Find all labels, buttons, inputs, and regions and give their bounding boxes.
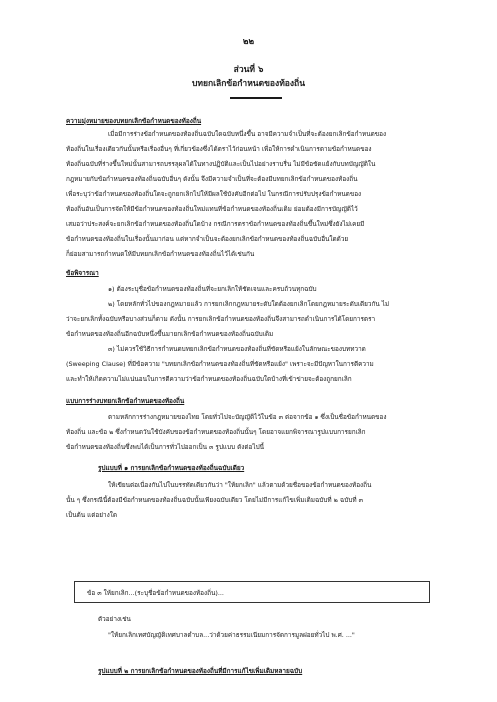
paragraph-line: ตามหลักการร่างกฎหมายของไทย โดยทั่วไปจะบัญญัติไว้ในข้อ ๓ ต่อจากข้อ ๑ ซึ่งเป็นชื่อข้อกำหนดของ [108,413,387,421]
paragraph-line: เพื่อระบุว่าข้อกำหนดของท้องถิ่นใดจะถูกยกเลิกไปให้มีผลใช้บังคับอีกต่อไป ในกรณีการปรับปรุงข้อกำหนดของ [66,190,362,198]
heading-drafting-format: แบบการร่างบทยกเลิกข้อกำหนดของท้องถิ่น [66,397,185,405]
paragraph-line: ข้อกำหนดของท้องถิ่นซึ่งพบได้เป็นการทั่วไปออกเป็น ๓ รูปแบบ ดังต่อไปนี้ [66,443,265,451]
format1-title: รูปแบบที่ ๑ การยกเลิกข้อกำหนดของท้องถิ่นฉบับเดียว [98,464,245,472]
section-subtitle: บทยกเลิกข้อกำหนดของท้องถิ่น [191,79,306,89]
paragraph-line: ก็ย่อมสามารถกำหนดให้มีบทยกเลิกข้อกำหนดของท้องถิ่นไว้ได้เช่นกัน [66,250,255,258]
heading-purpose: ความมุ่งหมายของบทยกเลิกข้อกำหนดของท้องถิ่น [66,117,202,125]
paragraph-line: ท้องถิ่น และข้อ ๒ ซึ่งกำหนดวันใช้บังคับของข้อกำหนดของท้องถิ่นนั้นๆ โดยอาจแยกพิจารณารูปแบบการยกเลิก [66,428,366,436]
consideration-line: ๓) ไม่ควรใช้วิธีการกำหนดบทยกเลิกข้อกำหนดของท้องถิ่นที่ขัดหรือแย้งในลักษณะของบททวาด [108,345,366,353]
format1-line: เป็นต้น แต่อย่างใด [66,511,117,519]
paragraph-line: เมื่อมีการร่างข้อกำหนดของท้องถิ่นฉบับใดฉบับหนึ่งขึ้น อาจมีความจำเป็นที่จะต้องยกเลิกข้อกำหนดของ [108,130,387,138]
format1-line: นั้น ๆ ซึ่งกรณีนี้ต้องมีข้อกำหนดของท้องถิ่นฉบับนั้นเพียงฉบับเดียว โดยไม่มีการแก้ไขเพิ่มเติมฉบับที่ ๒ ฉบับที่ ๓ [66,496,363,504]
paragraph-line: ท้องถิ่นในเรื่องเดียวกันนั้นหรือเรื่องอื่นๆ ที่เกี่ยวข้องซึ่งได้ตราไว้ก่อนหน้า เพื่อให้การดำเนินการตามข้อกำหนดของ [66,145,372,153]
consideration-line: ข้อกำหนดของท้องถิ่นอีกฉบับหนึ่งขึ้นมายกเลิกข้อกำหนดของท้องถิ่นฉบับเดิม [66,330,274,338]
heading-considerations: ข้อพิจารณา [66,269,99,277]
consideration-line: ว่าจะยกเลิกทั้งฉบับหรือบางส่วนก็ตาม ดังนั้น การยกเลิกข้อกำหนดของท้องถิ่นจึงสามารถดำเนินการได้โดยการตรา [66,315,376,323]
example-box: ข้อ ๓ ให้ยกเลิก...(ระบุชื่อข้อกำหนดของท้องถิ่น)... [74,581,430,603]
paragraph-line: ท้องถิ่นฉบับที่ร่างขึ้นใหม่นั้นสามารถบรรลุผลได้ในทางปฏิบัติและเป็นไปอย่างราบรื่น ไม่มีข้อขัดแย้งกับบทบัญญัติใน [66,160,376,168]
consideration-line: (Sweeping Clause) ที่มีข้อความ "บทยกเลิกข้อกำหนดของท้องถิ่นที่ขัดหรือแย้ง" เพราะจะมีปัญหาในการตีความ [66,360,374,368]
format2-title: รูปแบบที่ ๒ การยกเลิกข้อกำหนดของท้องถิ่นที่มีการแก้ไขเพิ่มเติมหลายฉบับ [98,667,303,675]
example-text: "ให้ยกเลิกเทศบัญญัติเทศบาลตำบล...ว่าด้วยค่าธรรมเนียมการจัดการมูลฝอยทั่วไป พ.ศ. ..." [108,631,355,639]
consideration-line: ๑) ต้องระบุชื่อข้อกำหนดของท้องถิ่นที่จะยกเลิกให้ชัดเจนและครบถ้วนทุกฉบับ [108,285,317,293]
paragraph-line: ข้อกำหนดของท้องถิ่นในเรื่องนั้นมาก่อน แต่หากจำเป็นจะต้องยกเลิกข้อกำหนดของท้องถิ่นฉบับอื่นใดด้วย [66,235,349,243]
paragraph-line: กฎหมายกับข้อกำหนดของท้องถิ่นฉบับอื่นๆ ดังนั้น จึงมีความจำเป็นที่จะต้องมีบทยกเลิกข้อกำหนดของท้องถิ่น [66,175,358,183]
format1-line: ให้เขียนต่อเนื่องกันไปในบรรทัดเดียวกันว่า "ให้ยกเลิก" แล้วตามด้วยชื่อของข้อกำหนดของท้องถิ่น [108,481,372,489]
consideration-line: และทำให้เกิดความไม่แน่นอนในการตีความว่าข้อกำหนดของท้องถิ่นฉบับใดบ้างที่เข้าข่ายจะต้องถูกยกเลิก [66,375,352,383]
section-title: ส่วนที่ ๖ [233,65,264,75]
example-label: ตัวอย่างเช่น [98,615,131,623]
consideration-line: ๒) โดยหลักทั่วไปของกฎหมายแล้ว การยกเลิกกฎหมายระดับใดต้องยกเลิกโดยกฎหมายระดับเดียวกัน ไม่ [108,300,390,308]
page-number: ๒๒ [242,37,255,47]
title-underline [230,97,282,99]
paragraph-line: เสมอว่าประสงค์จะยกเลิกข้อกำหนดของท้องถิ่นใดบ้าง กรณีการตราข้อกำหนดของท้องถิ่นขึ้นใหม่ซึ่งยังไม่เคยมี [66,220,365,228]
paragraph-line: ท้องถิ่นอันเป็นการจัดให้มีข้อกำหนดของท้องถิ่นใหม่แทนที่ข้อกำหนดของท้องถิ่นเดิม ย่อมต้องมีการบัญญัติไว้ [66,205,358,213]
